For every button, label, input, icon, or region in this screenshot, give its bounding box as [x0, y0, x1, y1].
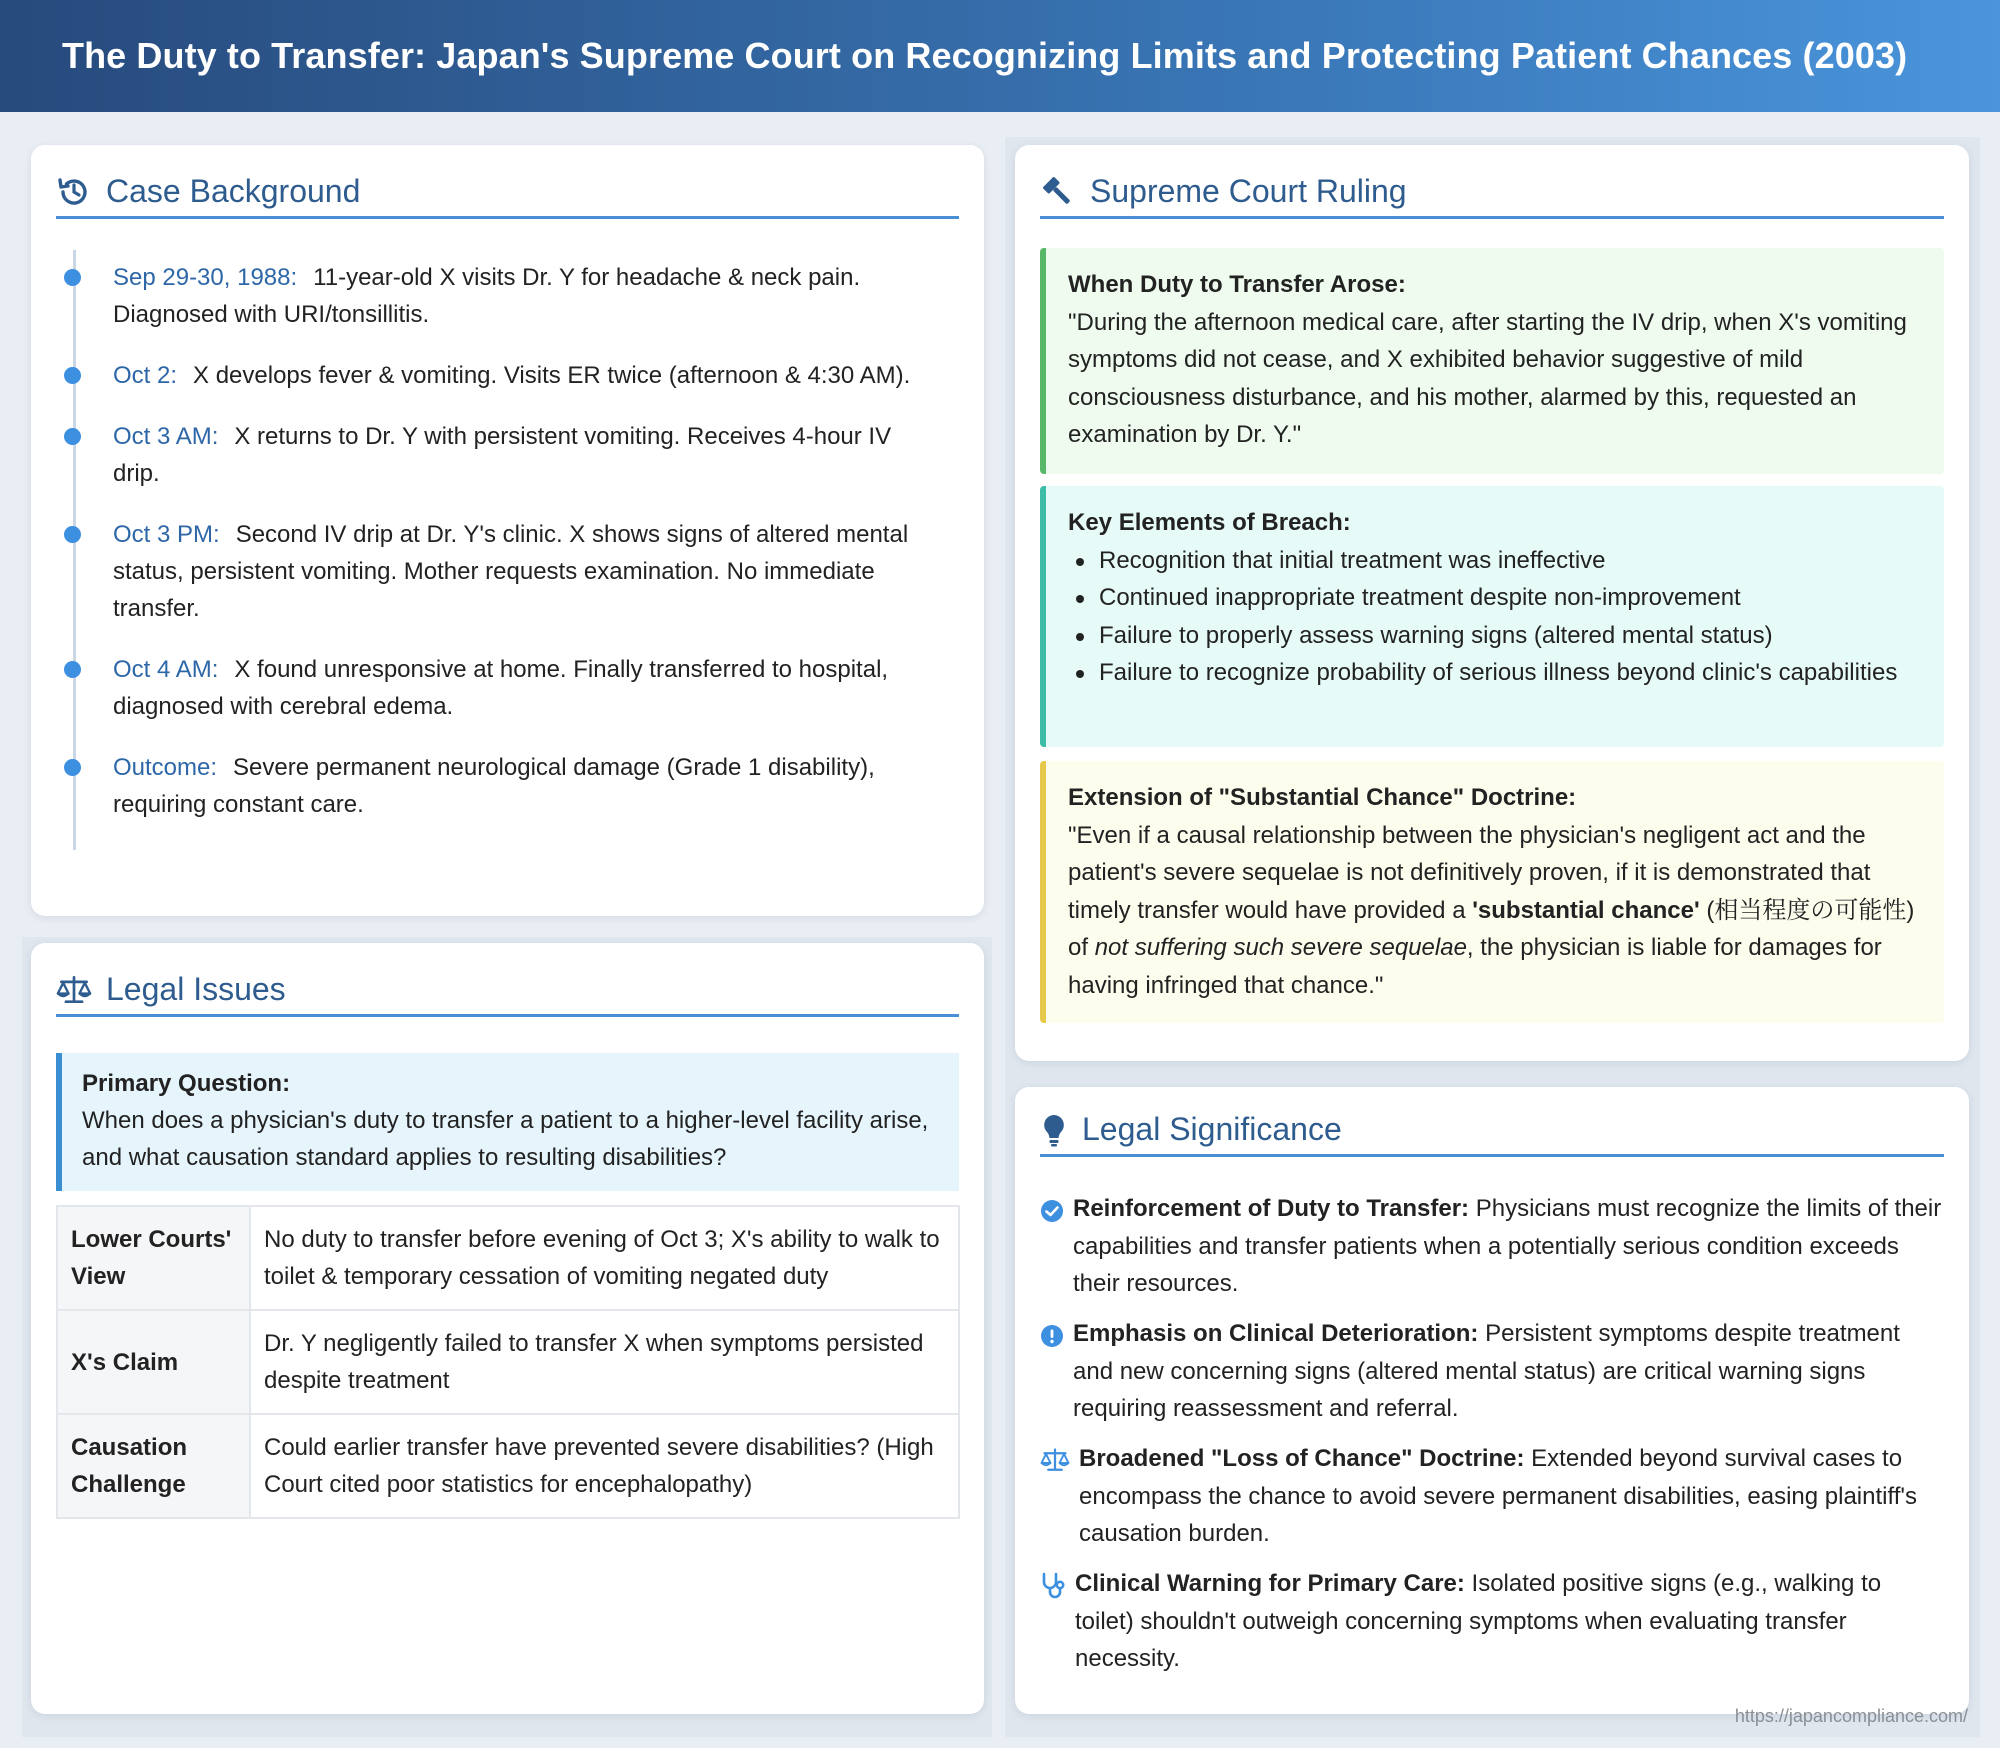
- timeline-date: Oct 3 PM:: [113, 521, 220, 548]
- timeline-date: Oct 2:: [113, 362, 178, 389]
- significance-label: Broadened "Loss of Chance" Doctrine:: [1079, 1445, 1525, 1472]
- significance-label: Emphasis on Clinical Deterioration:: [1073, 1320, 1479, 1347]
- list-item: Continued inappropriate treatment despite non-improvement: [1074, 579, 1922, 617]
- timeline-text: Severe permanent neurological damage (Grade 1 disability), requiring constant care.: [113, 754, 875, 818]
- breach-box: [1040, 486, 1944, 747]
- significance-title: Legal Significance: [1082, 1111, 1342, 1147]
- significance-body: Extended beyond survival cases to encompass the chance to avoid severe permanent disabilities, easing plaintiff's causation burden.: [1079, 1445, 1917, 1547]
- table-row: [57, 1310, 959, 1414]
- significance-label: Reinforcement of Duty to Transfer:: [1073, 1195, 1470, 1222]
- timeline-item: [66, 749, 944, 823]
- timeline-text: 11-year-old X visits Dr. Y for headache & neck pain. Diagnosed with URI/tonsillitis.: [113, 264, 861, 328]
- significance-item: [1040, 1190, 1944, 1303]
- significance-body: Persistent symptoms despite treatment and new concerning signs (altered mental status) are critical warning signs requiring reassessment and referral.: [1073, 1320, 1900, 1422]
- row-label: Causation Challenge: [57, 1414, 250, 1518]
- chance-text-pre: "Even if a causal relationship between the physician's negligent act and the patient's severe sequelae is not definitively proven, if it is demonstrated that timely transfer would have provided a: [1068, 821, 1871, 924]
- row-label: X's Claim: [57, 1310, 250, 1414]
- chance-text-bold: 'substantial chance': [1472, 896, 1700, 924]
- page-header: [0, 0, 2000, 112]
- significance-header: [1040, 1105, 1944, 1157]
- timeline-text: X develops fever & vomiting. Visits ER twice (afternoon & 4:30 AM).: [193, 362, 911, 389]
- legal-issues-header: [56, 965, 959, 1017]
- lightbulb-icon: [1040, 1112, 1068, 1148]
- significance-item: [1040, 1440, 1944, 1553]
- timeline-date: Outcome:: [113, 754, 218, 781]
- ruling-title: Supreme Court Ruling: [1090, 173, 1407, 209]
- stethoscope-icon: [1040, 1572, 1066, 1678]
- timeline-date: Oct 3 AM:: [113, 423, 219, 450]
- table-row: [57, 1414, 959, 1518]
- exclamation-circle-icon: [1040, 1322, 1064, 1428]
- significance-text: [1073, 1190, 1944, 1303]
- row-text: No duty to transfer before evening of Oct 3; X's ability to walk to toilet & temporary cessation of vomiting negated duty: [250, 1206, 959, 1310]
- significance-body: Physicians must recognize the limits of their capabilities and transfer patients when a potentially serious condition exceeds their resources.: [1073, 1195, 1942, 1297]
- timeline-dot: [64, 367, 81, 384]
- scale-icon: [1040, 1447, 1070, 1553]
- timeline-dot: [64, 661, 81, 678]
- scale-icon: [56, 972, 92, 1008]
- timeline-item: [66, 357, 944, 394]
- gavel-icon: [1040, 174, 1076, 210]
- timeline-date: Oct 4 AM:: [113, 656, 219, 683]
- case-background-title: Case Background: [106, 173, 361, 209]
- case-background-header: [56, 167, 959, 219]
- duty-arose-text: "During the afternoon medical care, after starting the IV drip, when X's vomiting symptoms did not cease, and X exhibited behavior suggestive of mild consciousness disturbance, and his mother, alarmed by this, requested an examination by Dr. Y.": [1068, 308, 1907, 448]
- legal-issues-title: Legal Issues: [106, 971, 286, 1007]
- primary-question-text: When does a physician's duty to transfer a patient to a higher-level facility arise, and what causation standard applies to resulting disabilities?: [82, 1107, 929, 1171]
- case-background-card: [31, 145, 984, 916]
- footer-url[interactable]: https://japancompliance.com/: [1734, 1706, 1968, 1726]
- legal-issues-card: [31, 943, 984, 1714]
- legal-significance-card: [1015, 1087, 1969, 1714]
- timeline-text: Second IV drip at Dr. Y's clinic. X shows signs of altered mental status, persistent vomiting. Mother requests examination. No immediate transfer.: [113, 521, 909, 622]
- row-text: Could earlier transfer have prevented severe disabilities? (High Court cited poor statistics for encephalopathy): [250, 1414, 959, 1518]
- timeline-item: [66, 418, 944, 492]
- chance-text-italic: not suffering such severe sequelae: [1094, 934, 1467, 961]
- timeline-item: [66, 259, 944, 333]
- primary-question-label: Primary Question:: [82, 1070, 291, 1097]
- timeline-dot: [64, 526, 81, 543]
- timeline-text: X found unresponsive at home. Finally transferred to hospital, diagnosed with cerebral edema.: [113, 656, 889, 720]
- timeline: [66, 259, 944, 847]
- supreme-court-ruling-card: [1015, 145, 1969, 1061]
- substantial-chance-box: [1040, 761, 1944, 1023]
- row-text: Dr. Y negligently failed to transfer X when symptoms persisted despite treatment: [250, 1310, 959, 1414]
- list-item: Failure to properly assess warning signs (altered mental status): [1074, 617, 1922, 655]
- check-circle-icon: [1040, 1197, 1064, 1303]
- significance-item: [1040, 1315, 1944, 1428]
- significance-label: Clinical Warning for Primary Care:: [1075, 1570, 1465, 1597]
- timeline-item: [66, 651, 944, 725]
- significance-text: [1079, 1440, 1944, 1553]
- timeline-date: Sep 29-30, 1988:: [113, 264, 298, 291]
- breach-label: Key Elements of Breach:: [1068, 509, 1351, 536]
- significance-text: [1073, 1315, 1944, 1428]
- significance-item: [1040, 1565, 1944, 1678]
- chance-text-mid: (相当程度の可能性) of: [1068, 896, 1915, 961]
- row-label: Lower Courts' View: [57, 1206, 250, 1310]
- table-row: [57, 1206, 959, 1310]
- timeline-dot: [64, 269, 81, 286]
- list-item: Recognition that initial treatment was ineffective: [1074, 542, 1922, 580]
- duty-arose-label: When Duty to Transfer Arose:: [1068, 271, 1406, 298]
- significance-text: [1075, 1565, 1944, 1678]
- timeline-dot: [64, 428, 81, 445]
- timeline-dot: [64, 759, 81, 776]
- list-item: Failure to recognize probability of serious illness beyond clinic's capabilities: [1074, 654, 1922, 692]
- issues-table: [56, 1205, 960, 1519]
- chance-text-post: , the physician is liable for damages for having infringed that chance.": [1068, 934, 1882, 999]
- substantial-chance-label: Extension of "Substantial Chance" Doctrine:: [1068, 784, 1577, 811]
- primary-question-box: [56, 1053, 959, 1191]
- ruling-header: [1040, 167, 1944, 219]
- duty-arose-box: [1040, 248, 1944, 474]
- breach-list: [1074, 542, 1922, 692]
- significance-body: Isolated positive signs (e.g., walking to toilet) shouldn't outweigh concerning symptoms when evaluating transfer necessity.: [1075, 1570, 1882, 1672]
- timeline-text: X returns to Dr. Y with persistent vomiting. Receives 4-hour IV drip.: [113, 423, 892, 487]
- page-title: The Duty to Transfer: Japan's Supreme Court on Recognizing Limits and Protecting Patient Chances (2003): [62, 35, 1908, 76]
- timeline-item: [66, 516, 944, 627]
- history-icon: [56, 174, 92, 210]
